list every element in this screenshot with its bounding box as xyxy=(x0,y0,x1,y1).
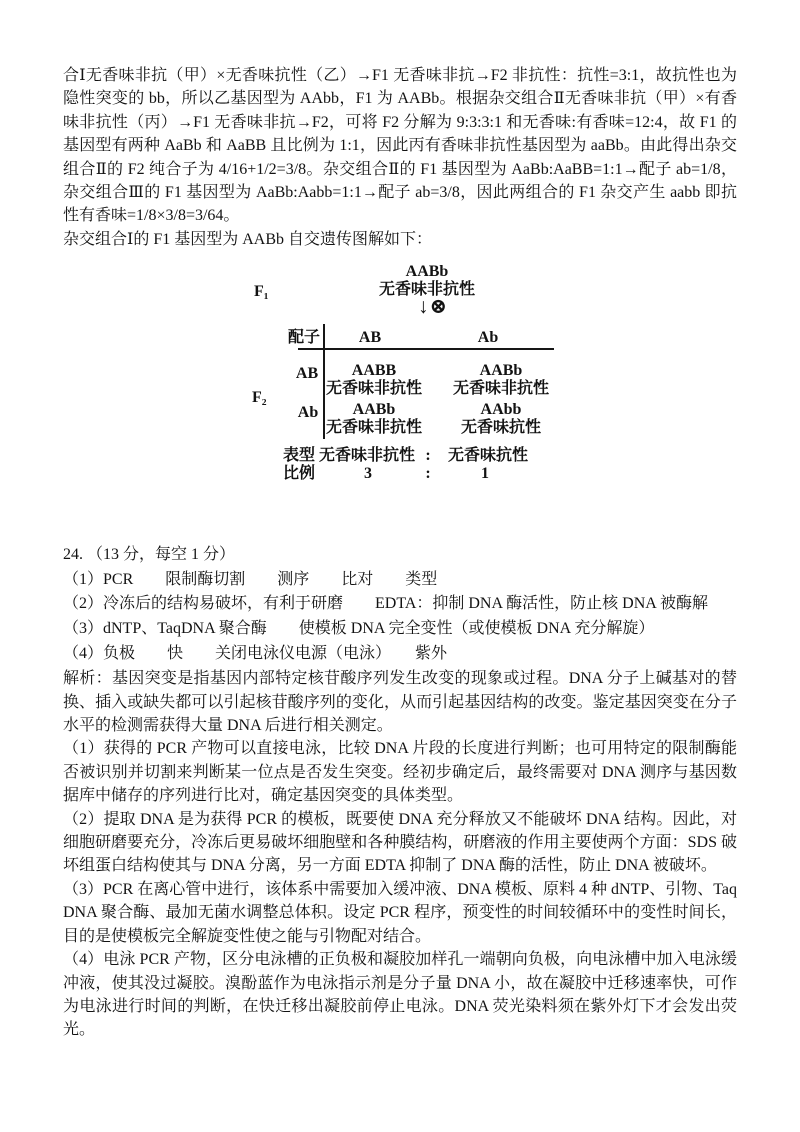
answer-line-3: （3）dNTP、TaqDNA 聚合酶 使模板 DNA 完全变性（或使模板 DNA 充分解旋） xyxy=(63,620,655,638)
ratio-row-label: 比例 xyxy=(283,465,316,483)
phenotype-right: 无香味抗性 xyxy=(447,447,529,465)
cell-genotype: AABB xyxy=(351,362,397,380)
analysis-point-1: （1）获得的 PCR 产物可以直接电泳，比较 DNA 片段的长度进行判断；也可用特定的限制酶能否被识别并切割来判断某一位点是否发生突变。经初步确定后，最终需要对 DNA 测序与基因数据库中储存的序列进行比对，确定基因突变的具体类型。 xyxy=(63,740,737,805)
diagram-intro-line: 杂交组合Ⅰ的 F1 基因型为 AABb 自交遗传图解如下： xyxy=(63,230,433,248)
cell-phenotype: 无香味非抗性 xyxy=(325,380,423,398)
analysis-point-3: （3）PCR 在离心管中进行，该体系中需要加入缓冲液、DNA 模板、原料 4 种 dNTP、引物、TaqDNA 聚合酶、最加无菌水调整总体积。设定 PCR 程序，预变性的时间较循环中的变性时间长，目的是使模板完全解旋变性使之能与引物配对结合。 xyxy=(63,880,738,945)
question-24-heading: 24. （13 分，每空 1 分） xyxy=(63,546,236,564)
ratio-colon: : xyxy=(425,465,431,483)
col-header-Ab: Ab xyxy=(477,329,499,347)
col-header-AB: AB xyxy=(358,329,382,347)
punnett-cell-0-1 xyxy=(453,362,549,398)
punnett-square-diagram xyxy=(230,261,610,489)
answer-line-2: （2）冷冻后的结构易破坏，有利于研磨 EDTA：抑制 DNA 酶活性，防止核 DNA 被酶解 xyxy=(63,595,708,613)
phenotype-colon: : xyxy=(425,447,431,465)
cell-phenotype: 无香味非抗性 xyxy=(325,419,423,437)
punnett-cell-1-1 xyxy=(461,401,541,437)
phenotype-row-label: 表型 xyxy=(283,447,316,465)
answer-line-1: （1）PCR 限制酶切割 测序 比对 类型 xyxy=(63,570,438,588)
f1-parent-genotype: AABb xyxy=(405,263,449,281)
analysis-point-2: （2）提取 DNA 是为获得 PCR 的模板，既要使 DNA 充分释放又不能破坏 DNA 结构。因此，对细胞研磨要充分，冷冻后更易破坏细胞壁和各种膜结构，研磨液的作用主要使两个方面：SDS 破坏组蛋白结构使其与 DNA 分离，另一方面 EDTA 抑制了 DNA 酶的活性，防止 DNA 被破坏。 xyxy=(63,810,737,875)
phenotype-left: 无香味非抗性 xyxy=(318,447,416,465)
answer-section xyxy=(63,543,737,666)
cell-phenotype: 无香味非抗性 xyxy=(452,380,550,398)
row-header-AB: AB xyxy=(295,365,319,383)
analysis-point-4: （4）电泳 PCR 产物，区分电泳槽的正负极和凝胶加样孔一端朝向负极，向电泳槽中加入电泳缓冲液，使其没过凝胶。溴酚蓝作为电泳指示剂是分子量 DNA 小，故在凝胶中迁移速率快，可作为电泳进行时间的判断，在快迁移出凝胶前停止电泳。DNA 荧光染料须在紫外灯下才会发出荧光。 xyxy=(63,951,737,1039)
cell-phenotype: 无香味抗性 xyxy=(460,419,542,437)
answer-line-4: （4）负极 快 关闭电泳仪电源（电泳） 紫外 xyxy=(63,644,448,662)
f1-generation-label: F₁ xyxy=(254,283,269,301)
f1-parent-phenotype: 无香味非抗性 xyxy=(378,281,476,299)
analysis-intro: 解析：基因突变是指基因内部特定核苷酸序列发生改变的现象或过程。DNA 分子上碱基对的替换、插入或缺失都可以引起核苷酸序列的变化，从而引起基因结构的改变。鉴定基因突变在分子水平的检测需获得大量 DNA 后进行相关测定。 xyxy=(63,670,737,735)
punnett-cell-0-0 xyxy=(326,362,422,398)
analysis-section xyxy=(63,667,737,1042)
cell-genotype: AABb xyxy=(479,362,523,380)
ratio-right: 1 xyxy=(481,465,489,483)
punnett-vertical-line xyxy=(323,324,325,439)
row-header-Ab: Ab xyxy=(297,404,319,422)
gametes-label: 配子 xyxy=(288,329,321,347)
punnett-cell-1-0 xyxy=(326,401,422,437)
cell-genotype: AAbb xyxy=(480,401,522,419)
punnett-horizontal-line xyxy=(298,348,554,350)
solution-paragraph: 合Ⅰ无香味非抗（甲）×无香味抗性（乙）→F1 无香味非抗→F2 非抗性：抗性=3:1，故抗性也为隐性突变的 bb，所以乙基因型为 AAbb，F1 为 AABb。根据杂交组合Ⅱ无香味非抗（甲）×有香味非抗性（丙）→F1 无香味非抗→F2，可将 F2 分解为 9:3:3:1 和无香味:有香味=12:4，故 F1 的基因型有两种 AaBb 和 AaBB 且比例为 1:1，因此丙有香味非抗性基因型为 aaBb。由此得出杂交组合Ⅱ的 F2 纯合子为 4/16+1/2=3/8。杂交组合Ⅱ的 F1 基因型为 AaBb:AaBB=1:1→配子 ab=1/8，杂交组合Ⅲ的 F1 基因型为 AaBb:Aabb=1:1→配子 ab=3/8，因此两组合的 F1 杂交产生 aabb 即抗性有香味=1/8×3/8=3/64。 xyxy=(63,67,737,225)
f2-generation-label: F₂ xyxy=(252,389,267,407)
cell-genotype: AABb xyxy=(352,401,396,419)
self-cross-arrow-icon: ↓⊗ xyxy=(417,294,449,319)
ratio-left: 3 xyxy=(364,465,372,483)
